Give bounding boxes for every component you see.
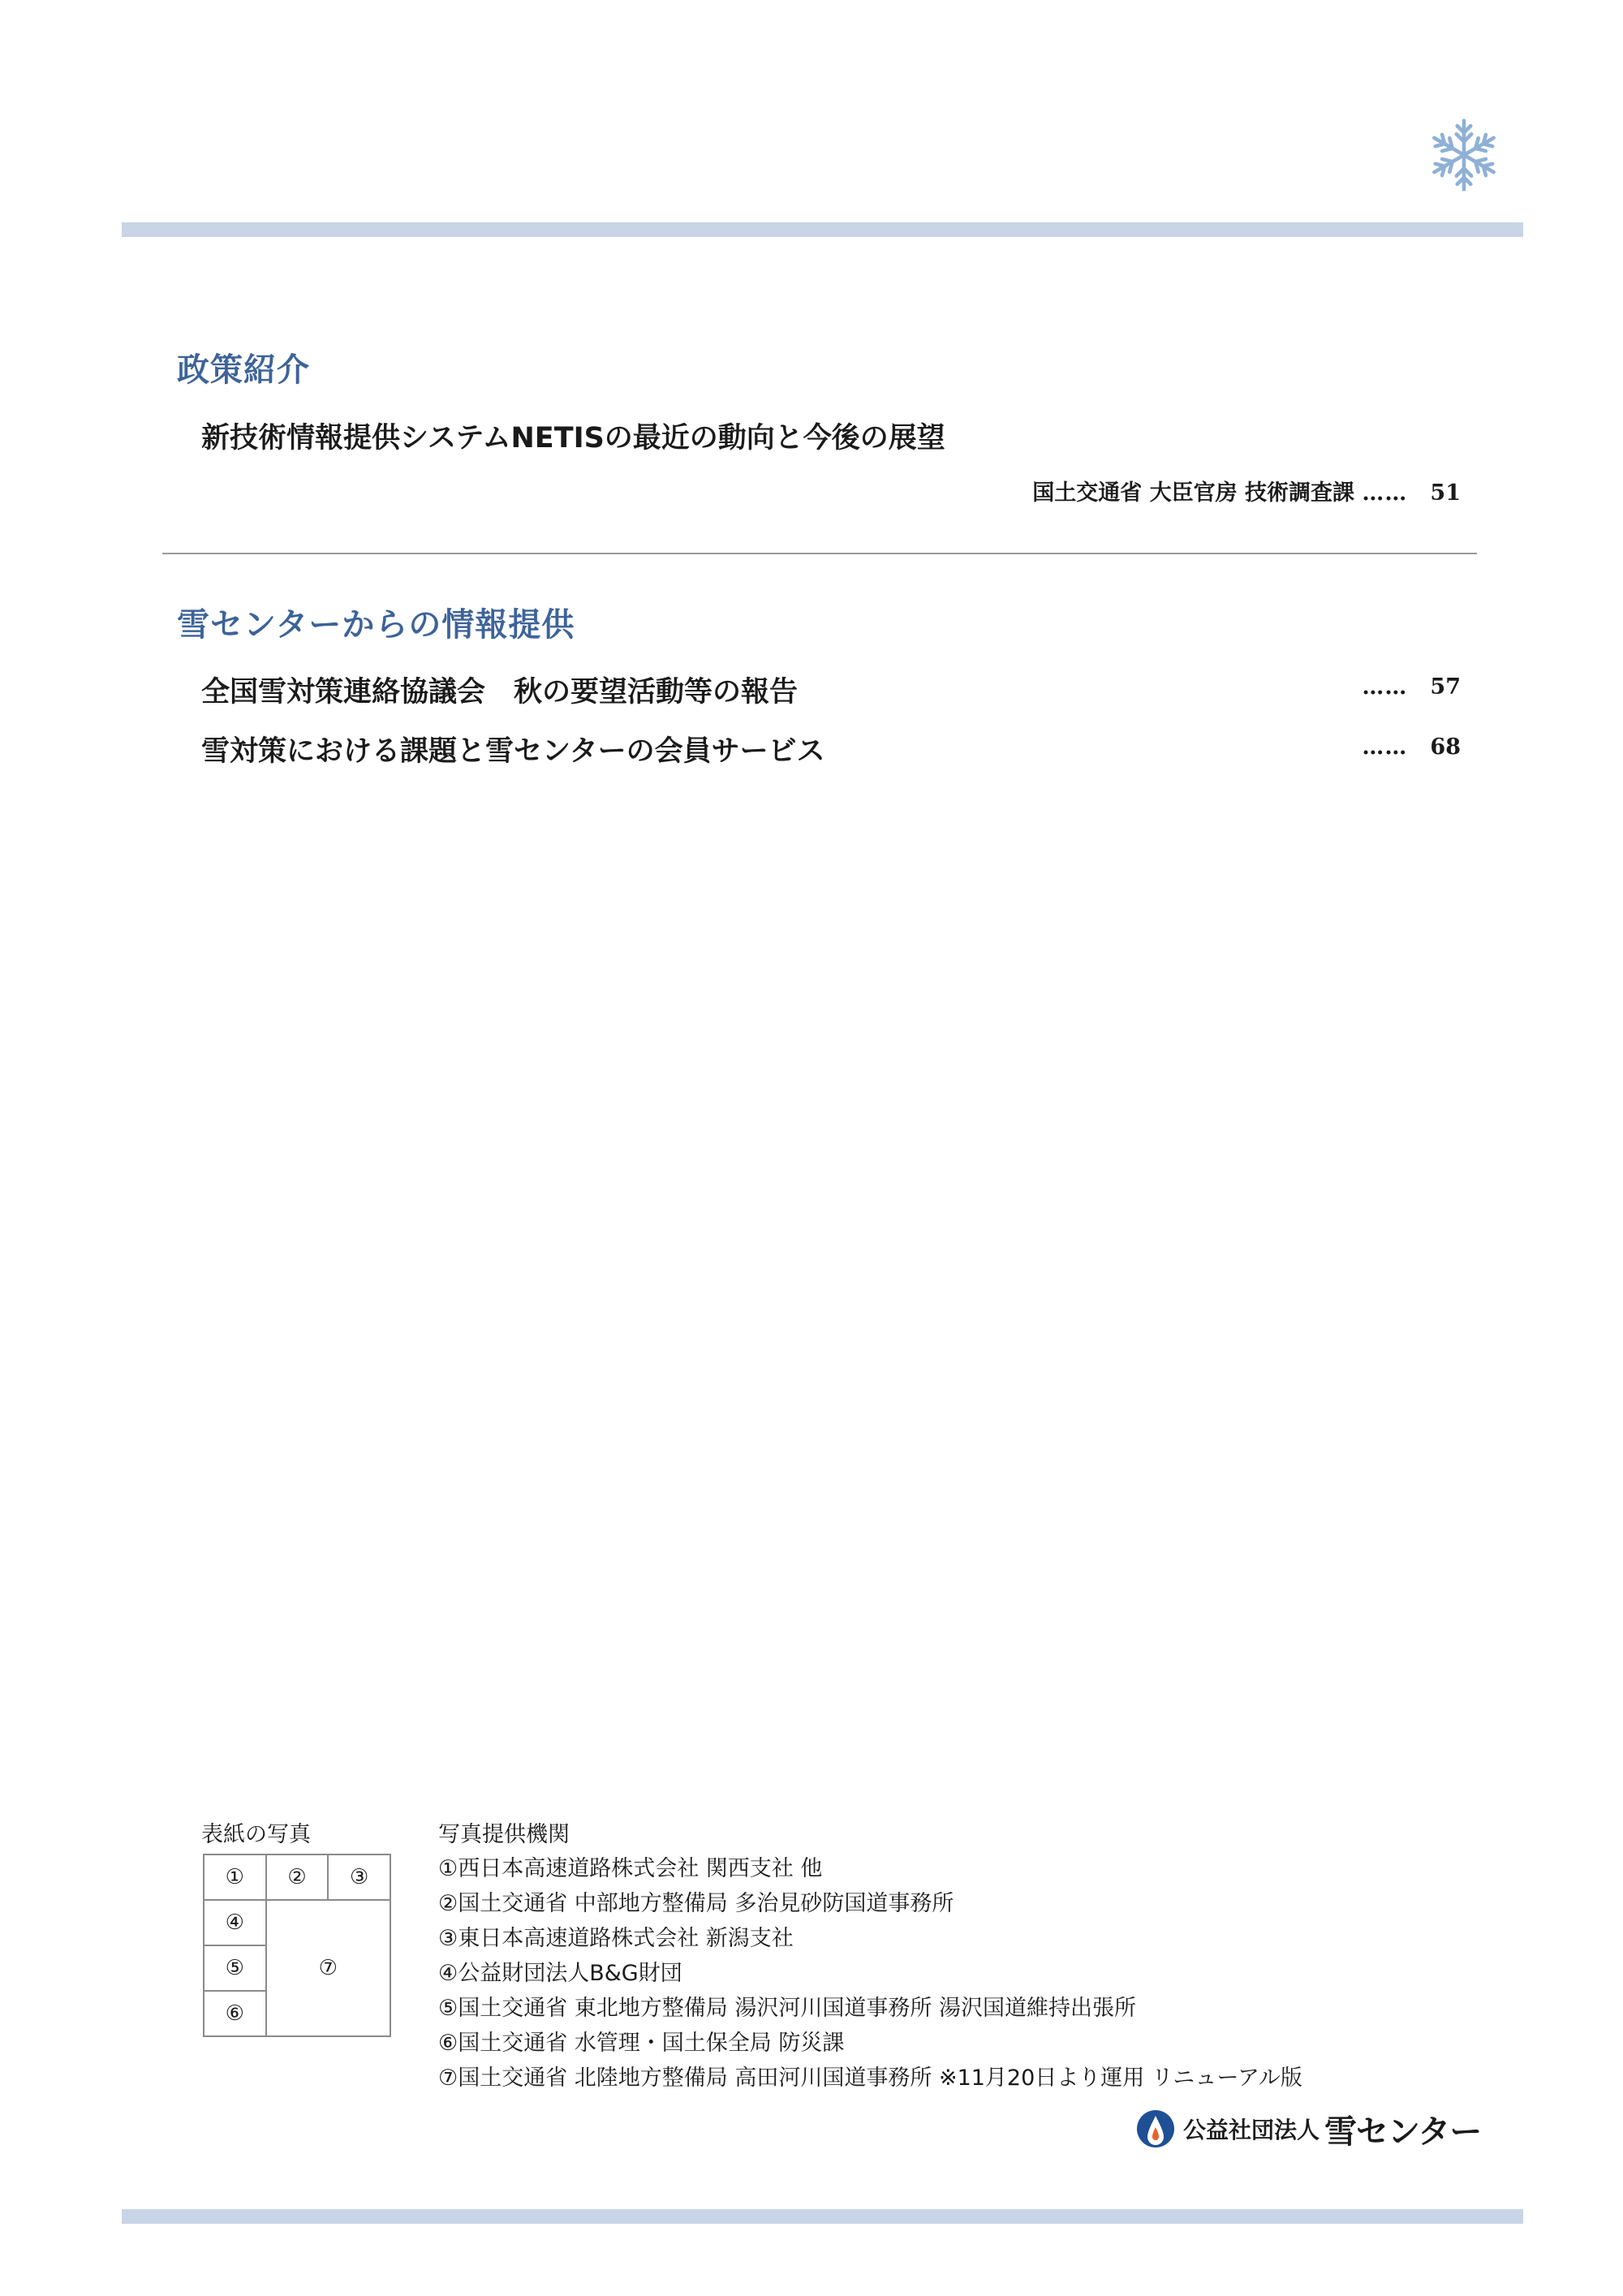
grid-cell-2: ② [266,1854,329,1900]
page-number: 68 [1430,734,1461,760]
top-band [122,222,1523,237]
section-title-policy: 政策紹介 [177,351,310,389]
logo-mark-icon [1136,2109,1175,2148]
article-ref-netis [1032,475,1461,506]
section-title-info: 雪センターからの情報提供 [177,606,575,644]
article-title-netis[interactable]: 新技術情報提供システムNETISの最近の動向と今後の展望 [201,422,945,454]
grid-cell-4: ④ [204,1900,266,1945]
credit-item: ①西日本高速道路株式会社 関西支社 他 [438,1856,823,1881]
snowflake-icon [1427,114,1501,196]
article-author: 国土交通省 大臣官房 技術調査課 [1032,480,1355,506]
grid-cell-6: ⑥ [204,1991,266,2036]
credit-item: ⑦国土交通省 北陸地方整備局 高田河川国道事務所 ※11月20日より運用 リニューアル版 [438,2066,1302,2091]
leader-dots: …… [1362,674,1408,700]
article-ref-council [1362,674,1461,700]
logo-org-name: 雪センター [1324,2113,1482,2151]
page-number: 51 [1430,480,1461,506]
grid-cell-3: ③ [328,1854,390,1900]
cover-photo-heading: 表紙の写真 [201,1822,311,1847]
leader-dots: …… [1362,734,1408,760]
bottom-band [122,2209,1523,2224]
publisher-logo [1136,2109,1481,2149]
page-number: 57 [1430,674,1461,700]
article-title-council[interactable]: 全国雪対策連絡協議会 秋の要望活動等の報告 [201,676,799,709]
grid-cell-7: ⑦ [266,1900,390,2036]
photo-credits-heading: 写真提供機関 [438,1822,570,1847]
grid-cell-5: ⑤ [204,1945,266,1991]
cover-photo-layout [203,1854,391,2037]
logo-org-type: 公益社団法人 [1183,2117,1320,2143]
article-title-member-service[interactable]: 雪対策における課題と雪センターの会員サービス [201,735,825,768]
photo-credits-list [438,1851,1302,2096]
credit-item: ⑥国土交通省 水管理・国土保全局 防災課 [438,2031,845,2056]
credit-item: ⑤国土交通省 東北地方整備局 湯沢河川国道事務所 湯沢国道維持出張所 [438,1996,1136,2021]
credit-item: ②国土交通省 中部地方整備局 多治見砂防国道事務所 [438,1891,954,1916]
grid-cell-1: ① [204,1854,266,1900]
leader-dots: …… [1362,480,1408,506]
article-ref-member-service [1362,734,1461,760]
credit-item: ③東日本高速道路株式会社 新潟支社 [438,1926,794,1951]
credit-item: ④公益財団法人B&G財団 [438,1961,682,1986]
section-divider [162,553,1477,554]
